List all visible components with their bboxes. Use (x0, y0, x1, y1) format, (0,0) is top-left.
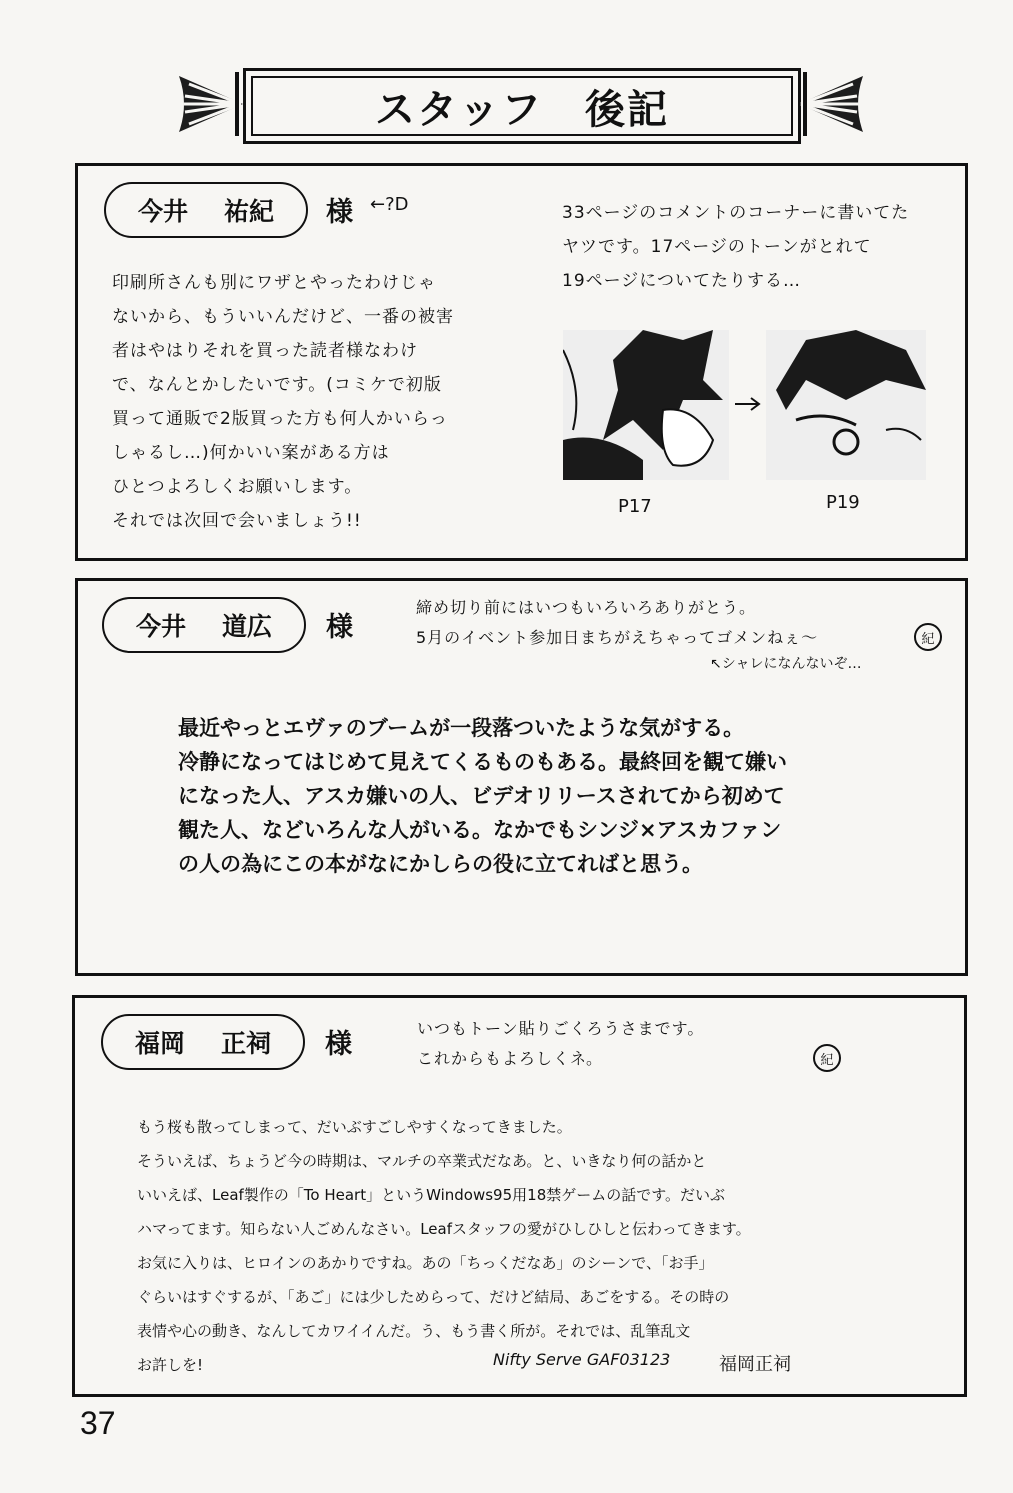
name-family: 今井 (137, 197, 188, 226)
signature-stamp: 紀 (813, 1044, 841, 1072)
staff-name-pill (101, 1014, 305, 1070)
caption-p19: P19 (826, 492, 860, 513)
caption-p17: P17 (618, 496, 652, 517)
manga-panel-p17 (563, 330, 729, 480)
staff-name-pill (104, 182, 308, 238)
staff-name-pill (102, 597, 306, 653)
comment-note: 締め切り前にはいつもいろいろありがとう。 5月のイベント参加日まちがえちゃってゴメンねぇ〜 (416, 598, 819, 647)
page-number: 37 (80, 1405, 116, 1441)
aside-note: ←?D (370, 194, 409, 215)
signature-stamp: 紀 (914, 623, 942, 651)
name-family: 福岡 (134, 1029, 185, 1058)
name-family: 今井 (135, 612, 186, 641)
staff-note-box-2 (75, 578, 968, 976)
comment-note: いつもトーン貼りごくろうさまです。 これからもよろしくネ。 (417, 1019, 705, 1068)
name-given: 道広 (222, 612, 273, 641)
manga-panel-p19 (766, 330, 926, 480)
arrow-icon (733, 396, 763, 412)
name-given: 祐紀 (224, 197, 275, 226)
fan-ornament-icon (797, 66, 867, 142)
page-title: スタッフ 後記 (375, 86, 669, 133)
signature-name: 福岡正祠 (719, 1354, 791, 1375)
staff-note-box-1 (75, 163, 968, 561)
fan-ornament-icon (175, 66, 245, 142)
comment-aside: ↖シャレになんないぞ… (710, 656, 862, 672)
name-given: 正祠 (221, 1029, 272, 1058)
honorific: 様 (326, 197, 353, 228)
signature-handle: Nifty Serve GAF03123 (493, 1350, 671, 1369)
comment-note: 33ページのコメントのコーナーに書いてた ヤツです。17ページのトーンがとれて 19ページについてたりする… (562, 203, 910, 291)
body-text: 最近やっとエヴァのブームが一段落ついたような気がする。 冷静になってはじめて見えてくるものもある。最終回を観て嫌い になった人、アスカ嫌いの人、ビデオリリースされてから初めて 観た人、などいろんな人がいる。なかでもシンジ×アスカファン の人の為にこの本がなにかしらの役に立てればと思う。 (178, 716, 787, 876)
honorific: 様 (325, 1029, 352, 1060)
title-banner (243, 68, 801, 144)
body-text: 印刷所さんも別にワザとやったわけじゃ ないから、もういいんだけど、一番の被害 者はやはりそれを買った読者様なわけ で、なんとかしたいです。(コミケで初版 買って通販で2版買った方も何人かいらっ しゃるし…)何かいい案がある方は ひとつよろしくお願いします。 それでは次回で会いましょう!! (112, 273, 454, 531)
body-text: もう桜も散ってしまって、だいぶすごしやすくなってきました。 そういえば、ちょうど今の時期は、マルチの卒業式だなあ。と、いきなり何の話かと いいえば、Leaf製作の「To Heart」というWindows95用18禁ゲームの話です。だいぶ ハマってます。知らない人ごめんなさい。Leafスタッフの愛がひしひしと伝わってきます。 お気に入りは、ヒロインのあかりですね。あの「ちっくだなあ」のシーンで、「お手」 ぐらいはすぐするが、「あご」には少しためらって、だけど結局、あごをする。その時の 表情や心の動き、なんしてカワイイんだ。う、もう書く所が。それでは、乱筆乱文 お許しを! (137, 1118, 751, 1374)
staff-note-box-3 (72, 995, 967, 1397)
honorific: 様 (326, 612, 353, 643)
